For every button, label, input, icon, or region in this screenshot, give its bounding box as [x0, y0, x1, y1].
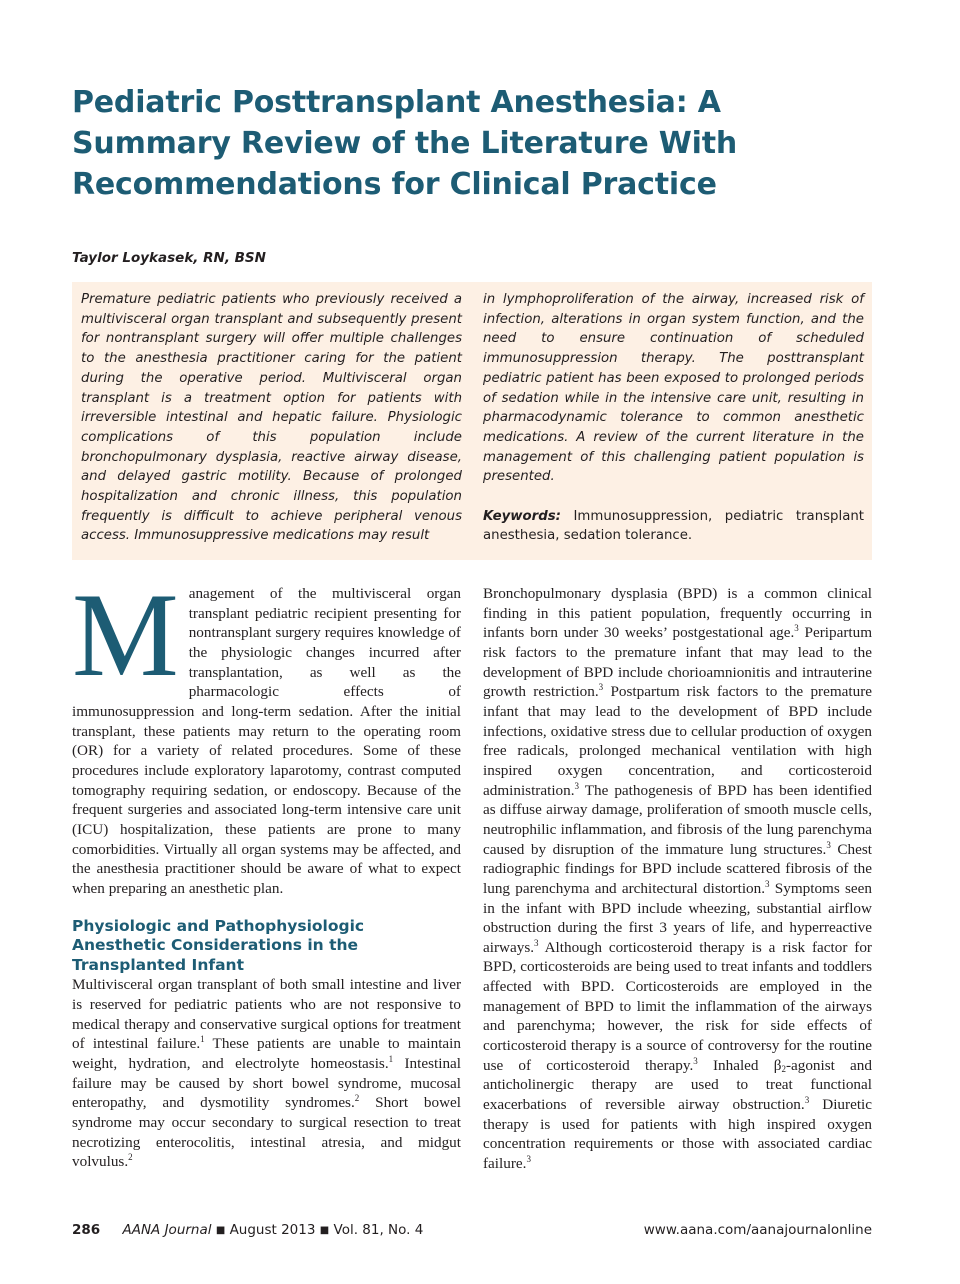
volume-info: Vol. 81, No. 4: [333, 1222, 424, 1238]
citation-ref: 3: [765, 878, 770, 889]
text-run: dysplasia (BPD) is a common clinical finding in this patient population, frequently occurring in infants born under 30 weeks’ postgestational age.: [483, 585, 872, 642]
keywords-label: Keywords:: [483, 508, 561, 524]
text-run: Postpartum risk factors to the premature infant that may lead to the development of BPD include infections, oxidative stress due to cellular production of oxygen free radicals, prolonged mechanical ventilation with high inspired oxygen concentration, and corticosteroid administration.: [483, 683, 872, 799]
text-run: These patients are unable to maintain weight, hydration, and electrolyte homeostasis.: [72, 1035, 461, 1072]
journal-url[interactable]: www.aana.com/aanajournalonline: [643, 1222, 872, 1238]
abstract-column-left: [81, 290, 462, 546]
abstract-text: Premature pediatric patients who previously received a multivisceral organ transplant and subsequently present for nontransplant surgery will offer multiple challenges to the anesthesia practitioner caring for the patient during the operative period. Multivisceral organ transplant is a treatment option for patients with irreversible intestinal and hepatic failure. Physiologic complications of this population include bronchopulmonary dysplasia, reactive airway disease, and delayed gastric motility. Because of prolonged hospitalization and chronic illness, this population frequently is difficult to achieve peripheral venous access. Immunosuppressive medications may result: [81, 292, 462, 544]
citation-ref: 3: [526, 1154, 531, 1165]
issue-date: August 2013: [229, 1222, 316, 1238]
separator-icon: ■: [215, 1225, 226, 1236]
citation-ref: 2: [354, 1093, 360, 1104]
page-footer: [72, 1222, 872, 1242]
citation-ref: 2: [128, 1152, 133, 1163]
text-run: Inhaled β: [697, 1056, 782, 1074]
text-run: Peripartum risk factors to the premature infant that may lead to the development of BPD include chorioamnionitis and intrauterine growth restriction.: [483, 624, 873, 701]
subscript: 2: [781, 1063, 786, 1074]
text-run: Short bowel syndrome may occur secondary to surgical resection to treat necrotizing enterocolitis, intestinal atresia, and midgut volvulus.: [72, 1094, 462, 1171]
citation-ref: 1: [388, 1053, 394, 1064]
citation-ref: 3: [826, 839, 831, 850]
text-run: Bronchopulmonary: [483, 585, 602, 602]
abstract-column-right: [483, 290, 864, 546]
page-number: 286: [72, 1222, 101, 1238]
abstract-text-continued: in lymphoproliferation of the airway, increased risk of infection, alterations in organ system function, and the need to ensure continuation of scheduled immunosuppression therapy. The posttransplant pediatric patient has been exposed to prolonged periods of sedation while in the intensive care unit, resulting in pharmacodynamic tolerance to common anesthetic medications. A review of the current literature in the management of this challenging patient population is presented.: [483, 292, 864, 485]
author-byline: Taylor Loykasek, RN, BSN: [72, 250, 266, 266]
body-paragraph-3: [483, 584, 872, 1174]
intro-text: anagement of the multivisceral organ transplant pediatric recipient presenting for nontransplant surgery requires knowledge of the physiologic changes incurred after transplantation, as well as the pharmacologic effects of immunosuppression and long-term sedation. After the initial transplant, these patients may return to the operating room (OR) for a variety of related procedures. Some of these procedures include exploratory laparotomy, contrast computed tomography requiring sedation, or endoscopy. Because of the frequent surgeries and associated long-term intensive care unit (ICU) hospitalization, these patients are prone to many comorbidities. Virtually all organ systems may be affected, and the anesthesia practitioner should be aware of what to expect when preparing an anesthetic plan.: [72, 585, 461, 897]
separator-icon: ■: [319, 1225, 330, 1236]
citation-ref: 3: [794, 623, 799, 634]
abstract-box: [72, 282, 872, 560]
text-run: and anticholinergic therapy are used to treat functional exacerbations of reversible airway obstruction.: [483, 1056, 872, 1114]
article-title: Pediatric Posttransplant Anesthesia: A Summary Review of the Literature With Recommendations for Clinical Practice: [72, 85, 737, 202]
text-run: Symptoms seen in the infant with BPD include wheezing, substantial airflow obstruction during the first 3 years of life, and hyperreactive airways.: [483, 879, 872, 956]
journal-name: AANA Journal: [122, 1222, 212, 1238]
citation-ref: 3: [693, 1055, 698, 1066]
keywords-text: Immunosuppression, pediatric transplant anesthesia, sedation tolerance.: [483, 508, 864, 544]
text-run: Intestinal failure may be caused by short bowel syndrome, mucosal enteropathy, and dysmotility syndromes.: [72, 1054, 461, 1112]
text-run: Diuretic therapy is used for patients with high inspired oxygen concentration requirements or those with associated cardiac failure.: [483, 1096, 873, 1173]
text-run: Chest radiographic findings for BPD include scattered fibrosis of the lung parenchyma and architectural distortion.: [483, 840, 872, 897]
intro-paragraph: [72, 568, 461, 899]
body-paragraph-2: [72, 975, 461, 1172]
text-run: -agonist: [785, 1056, 835, 1074]
citation-ref: 3: [598, 682, 604, 693]
body-column-left: [72, 568, 462, 1172]
text-run: Multivisceral organ transplant of both small intestine and liver is reserved for pediatric patients who are not responsive to medical therapy and conservative surgical options for treatment of intestinal failure.: [72, 976, 461, 1053]
text-run: The pathogenesis of BPD has been identified as diffuse airway damage, proliferation of smooth muscle cells, neutrophilic inflammation, and fibrosis of the lung parenchyma caused by disruption of the immature lung structures.: [483, 781, 872, 858]
text-run: Although corticosteroid therapy is a risk factor for BPD, corticosteroids are being used to treat infants and toddlers affected with BPD. Corticosteroids are employed in the management of BPD to limit the inflammation of the airways and parenchyma; however, the risk for side effects of corticosteroid therapy is a source of controversy for the routine use of corticosteroid therapy.: [483, 938, 872, 1074]
citation-ref: 3: [804, 1095, 810, 1106]
citation-ref: 3: [574, 780, 580, 791]
citation-ref: 1: [200, 1034, 205, 1045]
section-heading: Physiologic and Pathophysiologic Anesthetic Considerations in the Transplanted Infant: [72, 916, 365, 974]
citation-ref: 3: [534, 937, 539, 948]
drop-cap: M: [72, 568, 179, 701]
keywords: [483, 507, 864, 546]
body-column-right: [483, 584, 872, 1174]
